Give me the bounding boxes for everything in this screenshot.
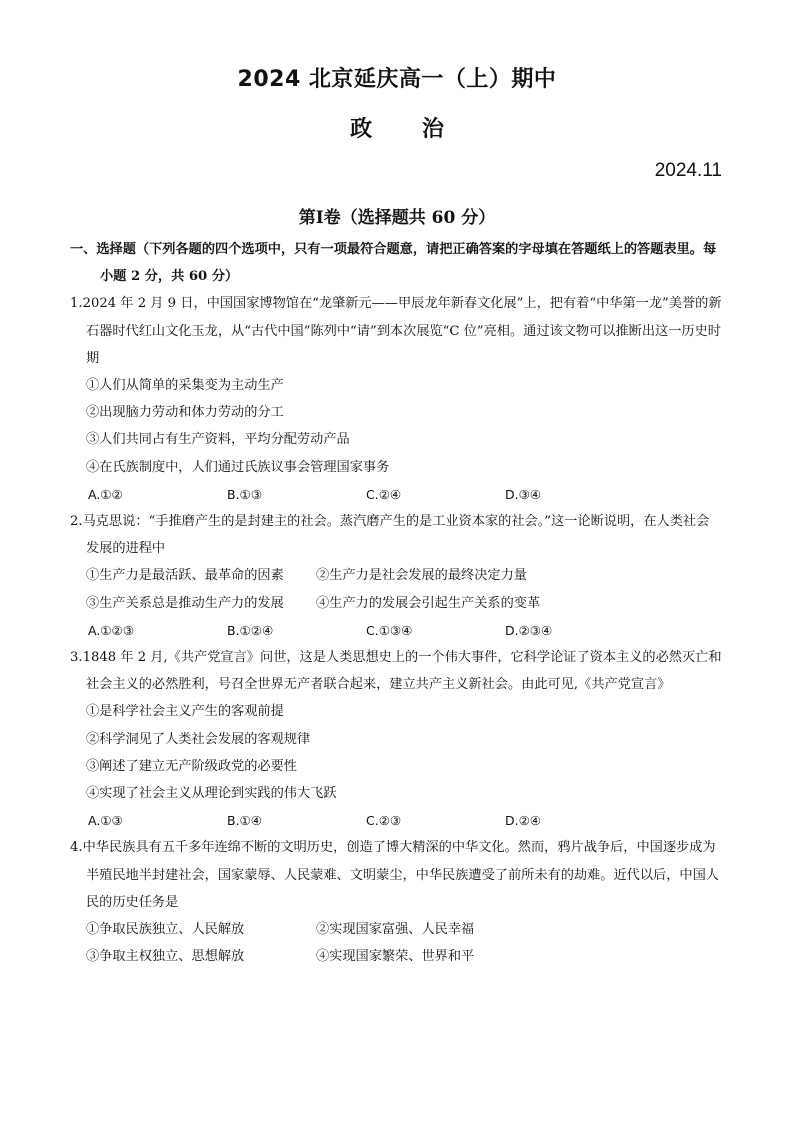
- question-3: [70, 644, 722, 834]
- exam-content: [70, 236, 722, 970]
- option-item: ③人们共同占有生产资料，平均分配劳动产品: [86, 432, 350, 448]
- option-item: ③阐述了建立无产阶级政党的必要性: [86, 758, 297, 774]
- subject-title: 政 治: [350, 117, 444, 142]
- option-item: ②实现国家富强、人民幸福: [316, 922, 475, 938]
- question-stem: 4.中华民族具有五千多年连绵不断的文明历史，创造了博大精深的中华文化。然而，鸦片战争后，中国逐步成为半殖民地半封建社会，国家蒙辱、人民蒙难、文明蒙尘，中华民族遭受了前所未有的劫难。近代以后，中国人民的历史任务是: [70, 840, 719, 910]
- option-item: ①争取民族独立、人民解放: [86, 922, 245, 938]
- choice-a: A.①②: [88, 486, 123, 502]
- exam-date: 2024.11: [654, 160, 722, 181]
- question-stem: 1.2024 年 2 月 9 日，中国国家博物馆在“龙肇新元——甲辰龙年新春文化展”上，把有着“中华第一龙”美誉的新石器时代红山文化玉龙，从“古代中国”陈列中“请”到本次展览“C 位”亮相。通过该文物可以推断出这一历史时期: [70, 296, 722, 366]
- option-item: ④实现了社会主义从理论到实践的伟大飞跃: [86, 786, 337, 802]
- section-title: 第Ⅰ卷（选择题共 60 分）: [298, 208, 496, 228]
- choice-a: A.①③: [88, 813, 123, 829]
- option-item: ①人们从简单的采集变为主动生产: [86, 378, 284, 394]
- option-item: ③争取主权独立、思想解放: [86, 949, 245, 965]
- question-1: [70, 290, 722, 508]
- option-item: ③生产关系总是推动生产力的发展: [86, 595, 284, 611]
- option-row: [70, 590, 722, 617]
- option-row: [70, 916, 722, 943]
- option-row: [70, 562, 722, 589]
- choice-c: C.②③: [366, 813, 402, 829]
- choice-b: B.①②④: [227, 622, 274, 638]
- choice-d: D.③④: [505, 486, 542, 502]
- choice-c: C.①③④: [366, 622, 413, 638]
- option-item: ①是科学社会主义产生的客观前提: [86, 704, 284, 720]
- option-item: ②科学洞见了人类社会发展的客观规律: [86, 731, 311, 747]
- option-item: ④在氏族制度中，人们通过氏族议事会管理国家事务: [86, 459, 390, 475]
- choice-c: C.②④: [366, 486, 402, 502]
- choice-d: D.②④: [505, 813, 542, 829]
- option-item: ④生产力的发展会引起生产关系的变革: [316, 595, 541, 611]
- choice-a: A.①②③: [88, 622, 134, 638]
- exam-title: 2024 北京延庆高一（上）期中: [237, 67, 557, 92]
- question-4: [70, 834, 722, 970]
- choice-d: D.②③④: [505, 622, 553, 638]
- choice-b: B.①④: [227, 813, 262, 829]
- answer-choices: [70, 807, 722, 834]
- answer-choices: [70, 617, 722, 644]
- option-item: ②生产力是社会发展的最终决定力量: [316, 568, 527, 584]
- option-item: ②出现脑力劳动和体力劳动的分工: [86, 405, 284, 421]
- option-row: [70, 943, 722, 970]
- question-2: [70, 508, 722, 644]
- question-stem: 2.马克思说：“手推磨产生的是封建主的社会。蒸汽磨产生的是工业资本家的社会。”这一论断说明，在人类社会发展的进程中: [70, 514, 710, 557]
- question-stem: 3.1848 年 2 月,《共产党宣言》问世，这是人类思想史上的一个伟大事件，它科学论证了资本主义的必然灭亡和社会主义的必然胜利，号召全世界无产者联合起来，建立共产主义新社会。由此可见,《共产党宣言》: [70, 650, 722, 693]
- instructions: 一、选择题（下列各题的四个选项中，只有一项最符合题意，请把正确答案的字母填在答题纸上的答题表里。每小题 2 分，共 60 分）: [70, 242, 717, 285]
- option-item: ①生产力是最活跃、最革命的因素: [86, 568, 284, 584]
- choice-b: B.①③: [227, 486, 262, 502]
- option-item: ④实现国家繁荣、世界和平: [316, 949, 475, 965]
- answer-choices: [70, 481, 722, 508]
